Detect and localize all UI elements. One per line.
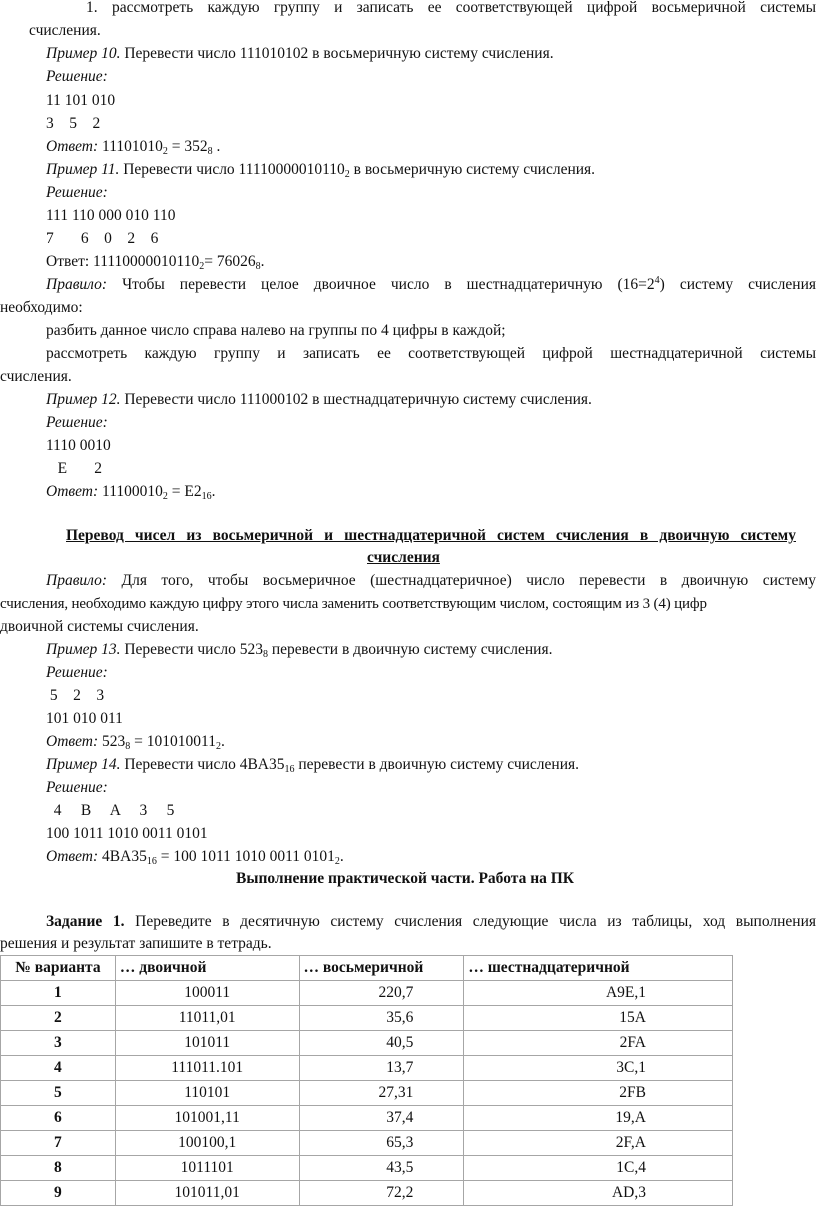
- task-1-line1: Задание 1. Переведите в десятичную систему счисления следующие числа из таблицы, ход выполнения: [46, 913, 816, 930]
- hex-cell: 2FA: [464, 1031, 733, 1056]
- column-header: … шестнадцатеричной: [464, 956, 733, 981]
- octal-digits: 5 2 3: [46, 687, 105, 704]
- variant-number-cell: 4: [1, 1056, 116, 1081]
- binary-cell: 101011,01: [115, 1181, 299, 1206]
- example-12-heading: Пример 12. Перевести число 111000102 в шестнадцатеричную систему счисления.: [46, 391, 592, 408]
- hex-cell: 15A: [464, 1006, 733, 1031]
- binary-groups: 1110 0010: [46, 437, 111, 454]
- hex-digits: E 2: [46, 460, 102, 477]
- octal-digits: 3 5 2: [46, 115, 101, 132]
- binary-groups: 101 010 011: [46, 710, 123, 727]
- table-row: [1, 1131, 733, 1156]
- solution-label: Решение:: [46, 664, 108, 681]
- solution-label: Решение:: [46, 68, 108, 85]
- section-title: Перевод чисел из восьмеричной и шестнадцатеричной систем счисления в двоичную систему: [66, 527, 796, 544]
- octal-digits: 7 6 0 2 6: [46, 230, 159, 247]
- octal-cell: 37,4: [299, 1106, 464, 1131]
- octal-cell: 27,31: [299, 1081, 464, 1106]
- octal-cell: 220,7: [299, 981, 464, 1006]
- rule-convert-line3: двоичной системы счисления.: [0, 618, 199, 635]
- octal-cell: 65,3: [299, 1131, 464, 1156]
- table-row: [1, 1031, 733, 1056]
- variant-number-cell: 5: [1, 1081, 116, 1106]
- octal-cell: 35,6: [299, 1006, 464, 1031]
- example-11-heading: Пример 11. Перевести число $11110000010110_2$ в восьмеричную систему счисления.: [46, 161, 596, 180]
- hex-cell: A9E,1: [464, 981, 733, 1006]
- hex-cell: AD,3: [464, 1181, 733, 1206]
- variant-number-cell: 9: [1, 1181, 116, 1206]
- binary-cell: 1011101: [115, 1156, 299, 1181]
- table-row: [1, 1081, 733, 1106]
- example-13-answer: Ответ: $523_8 = 101010011_2$.: [46, 733, 225, 752]
- rule-convert-line1: Правило: Для того, чтобы восьмеричное (шестнадцатеричное) число перевести в двоичную систему: [46, 572, 816, 589]
- octal-cell: 72,2: [299, 1181, 464, 1206]
- variant-number-cell: 3: [1, 1031, 116, 1056]
- table-row: [1, 1106, 733, 1131]
- task-1-line2: решения и результат запишите в тетрадь.: [0, 935, 272, 952]
- binary-cell: 100011: [115, 981, 299, 1006]
- variant-number-cell: 6: [1, 1106, 116, 1131]
- binary-cell: 100100,1: [115, 1131, 299, 1156]
- variants-table: [0, 955, 733, 1206]
- variant-number-cell: 7: [1, 1131, 116, 1156]
- table-row: [1, 1056, 733, 1081]
- table-row: [1, 981, 733, 1006]
- solution-label: Решение:: [46, 184, 108, 201]
- list-item-continuation: счисления.: [29, 22, 101, 39]
- rule-convert-line2: счисления, необходимо каждую цифру этого числа заменить соответствующим числом, состоящим из 3 (4) цифр: [0, 596, 707, 612]
- hex-cell: 2FB: [464, 1081, 733, 1106]
- binary-cell: 110101: [115, 1081, 299, 1106]
- binary-cell: 11011,01: [115, 1006, 299, 1031]
- hex-cell: 3C,1: [464, 1056, 733, 1081]
- practice-heading: Выполнение практической части. Работа на ПК: [236, 870, 575, 887]
- example-12-answer: Ответ: $11100010_2 = E2_{16}$.: [46, 483, 216, 502]
- variant-number-cell: 2: [1, 1006, 116, 1031]
- binary-cell: 101011: [115, 1031, 299, 1056]
- octal-cell: 40,5: [299, 1031, 464, 1056]
- binary-groups: 11 101 010: [46, 92, 116, 109]
- table-header-row: [1, 956, 733, 981]
- rule-hex-line2: необходимо:: [0, 299, 83, 316]
- solution-label: Решение:: [46, 779, 108, 796]
- list-item-text: рассмотреть каждую группу и записать ее соответствующей цифрой восьмеричной системы: [112, 0, 816, 16]
- table-row: [1, 1156, 733, 1181]
- variant-number-cell: 1: [1, 981, 116, 1006]
- column-header: … восьмеричной: [299, 956, 464, 981]
- rule-hex-step2-continuation: счисления.: [0, 368, 72, 385]
- section-title-continuation: счисления: [367, 549, 440, 566]
- column-header: № варианта: [1, 956, 116, 981]
- binary-cell: 111011.101: [115, 1056, 299, 1081]
- rule-hex-line1: Правило: Чтобы перевести целое двоичное число в шестнадцатеричную $(16=2^4)$ систему счисления: [46, 275, 816, 293]
- example-11-answer: Ответ: $11110000010110_2= 76026_8$.: [46, 253, 265, 272]
- example-14-heading: Пример 14. Перевести число $4BA35_{16}$ перевести в двоичную систему счисления.: [46, 756, 580, 775]
- hex-digits: 4 B A 3 5: [46, 802, 175, 819]
- table-row: [1, 1006, 733, 1031]
- binary-groups: 111 110 000 010 110: [46, 207, 176, 224]
- table-row: [1, 1181, 733, 1206]
- solution-label: Решение:: [46, 414, 108, 431]
- binary-groups: 100 1011 1010 0011 0101: [46, 825, 208, 842]
- example-14-answer: Ответ: $4BA35_{16} = 100$ 1011 1010 0011 $0101_2$.: [46, 848, 344, 867]
- example-10-answer: Ответ: $11101010_2 = 352_8$ .: [46, 138, 221, 157]
- column-header: … двоичной: [115, 956, 299, 981]
- hex-cell: 19,A: [464, 1106, 733, 1131]
- octal-cell: 43,5: [299, 1156, 464, 1181]
- example-13-heading: Пример 13. Перевести число $523_8$ перевести в двоичную систему счисления.: [46, 641, 553, 660]
- rule-hex-step1: разбить данное число справа налево на группы по 4 цифры в каждой;: [46, 322, 506, 339]
- example-10-heading: Пример 10. Перевести число 111010102 в восьмеричную систему счисления.: [46, 45, 554, 62]
- rule-hex-step2: рассмотреть каждую группу и записать ее соответствующей цифрой шестнадцатеричной системы: [46, 345, 816, 362]
- hex-cell: 1C,4: [464, 1156, 733, 1181]
- octal-cell: 13,7: [299, 1056, 464, 1081]
- hex-cell: 2F,A: [464, 1131, 733, 1156]
- variant-number-cell: 8: [1, 1156, 116, 1181]
- binary-cell: 101001,11: [115, 1106, 299, 1131]
- list-item-number: 1.: [86, 0, 98, 16]
